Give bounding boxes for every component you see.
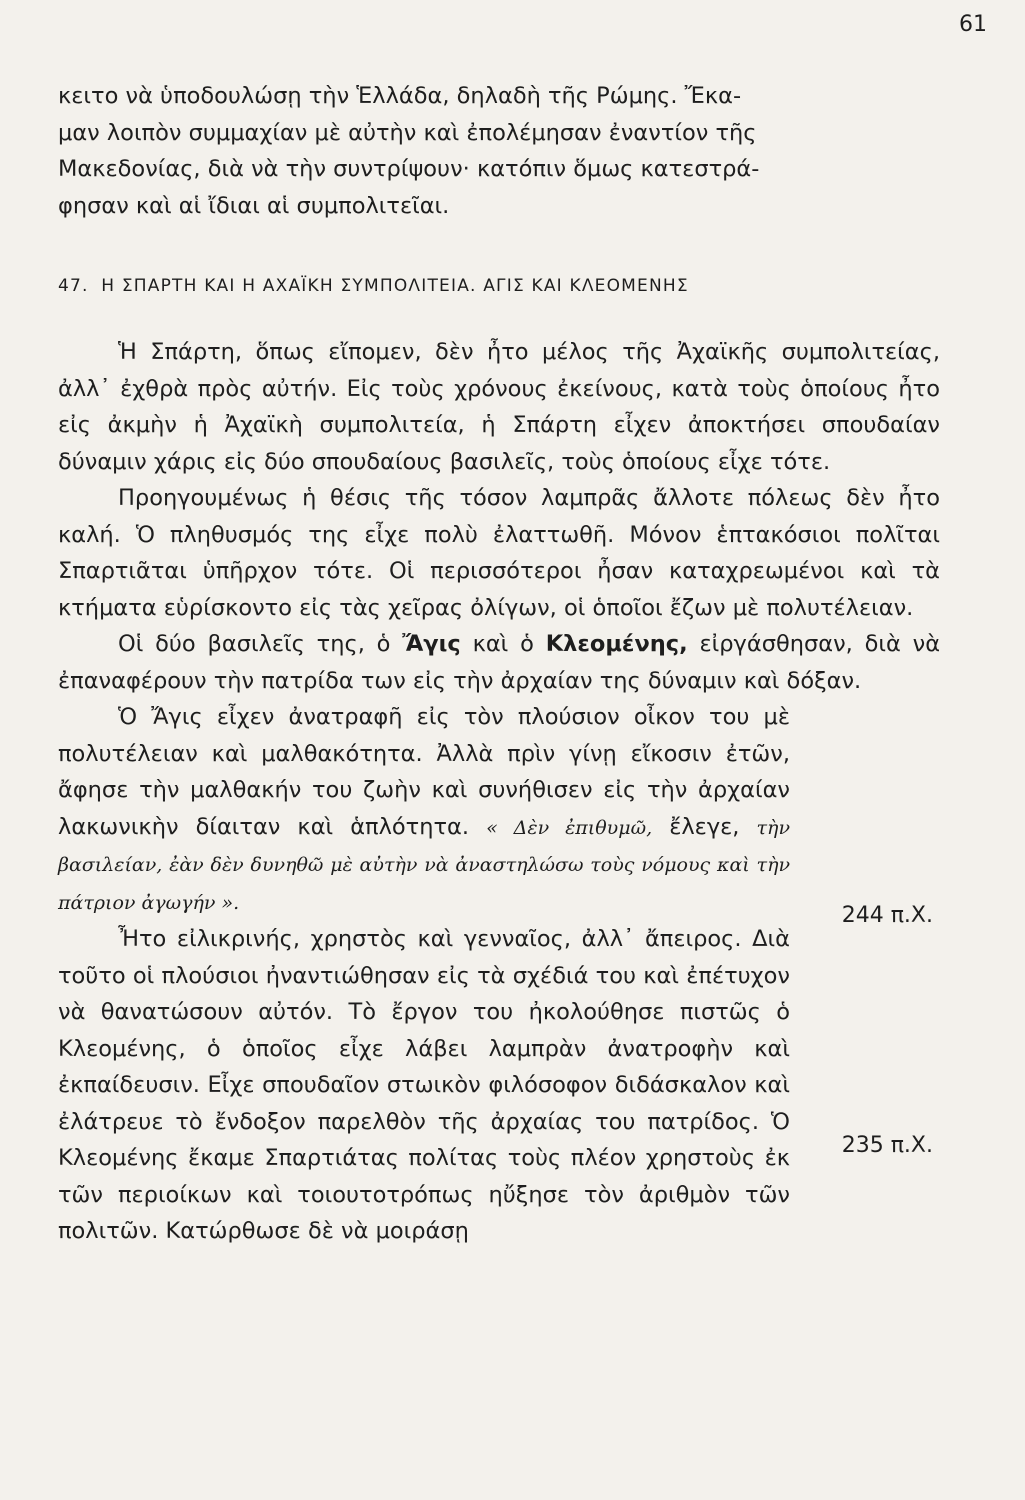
paragraph-agis	[58, 699, 940, 921]
section-number: 47.	[58, 276, 89, 296]
intro-line: φησαν καὶ αἱ ἴδιαι αἱ συμπολιτεῖαι.	[58, 192, 450, 219]
intro-paragraph	[58, 78, 938, 224]
agis-name: Ἄγις	[402, 631, 461, 657]
kings-after: εἰργάσθησαν, διὰ νὰ ἐπαναφέρουν τὴν πατρίδα των εἰς τὴν ἀρχαίαν της δύναμιν καὶ δόξαν.	[58, 631, 941, 694]
body-text	[58, 334, 940, 1250]
paragraph-two-kings	[58, 626, 940, 699]
kleomenis-name: Κλεομένης,	[545, 631, 688, 657]
page-number: 61	[959, 12, 987, 37]
section-heading	[58, 276, 938, 296]
intro-line: Μακεδονίας, διὰ νὰ τὴν συντρίψουν· κατόπιν ὅμως κατεστρά-	[58, 156, 760, 182]
agis-text: Ὁ Ἄγις εἶχεν ἀνατραφῆ εἰς τὸν πλούσιον οἶκον του μὲ πολυτέλειαν καὶ μαλθακότητα. Ἀλλὰ πρὶν γίνῃ εἴκοσιν ἐτῶν, ἄφησε τὴν μαλθακήν του ζωὴν καὶ συνήθισεν εἰς τὴν ἀρχαίαν λακωνικὴν δίαιταν καὶ ἁπλότητα.	[58, 704, 790, 840]
margin-date-kleomenis: 235 π.Χ.	[841, 1133, 933, 1158]
agis-said: ἔλεγε,	[669, 813, 740, 840]
paragraph-kleomenis: Ἦτο εἰλικρινής, χρηστὸς καὶ γενναῖος, ἀλλ᾽ ἄπειρος. Διὰ τοῦτο οἱ πλούσιοι ἠναντιώθησαν εἰς τὰ σχέδιά του καὶ ἐπέτυχον νὰ θανατώσουν αὐτόν. Τὸ ἔργον του ἠκολούθησε πιστῶς ὁ Κλεομένης, ὁ ὁποῖος εἶχε λάβει λαμπρὰν ἀνατροφὴν καὶ ἐκπαίδευσιν. Εἶχε σπουδαῖον στωικὸν φιλόσοφον διδάσκαλον καὶ ἐλάτρευε τὸ ἔνδοξον παρελθὸν τῆς ἀρχαίας του πατρίδος. Ὁ Κλεομένης ἔκαμε Σπαρτιάτας πολίτας τοὺς πλέον χρηστοὺς ἐκ τῶν περιοίκων καὶ τοιουτοτρόπως ηὔξησε τὸν ἀριθμὸν τῶν πολιτῶν. Κατώρθωσε δὲ νὰ μοιράσῃ	[58, 926, 790, 1244]
kings-intro: Οἱ δύο βασιλεῖς της, ὁ	[118, 631, 391, 657]
intro-line: μαν λοιπὸν συμμαχίαν μὲ αὐτὴν καὶ ἐπολέμησαν ἐναντίον τῆς	[58, 119, 757, 146]
agis-quote-end: τὴν βασιλείαν, ἐὰν δὲν δυνηθῶ μὲ αὐτὴν νὰ ἀναστηλώσω τοὺς νόμους καὶ τὴν πάτριον ἀγωγήν ».	[58, 816, 790, 914]
section-title: Η ΣΠΑΡΤΗ ΚΑΙ Η ΑΧΑΪΚΗ ΣΥΜΠΟΛΙΤΕΙΑ. ΑΓΙΣ ΚΑΙ ΚΛΕΟΜΕΝΗΣ	[101, 276, 689, 296]
paragraph-sparta: Ἡ Σπάρτη, ὅπως εἴπομεν, δὲν ἦτο μέλος τῆς Ἀχαϊκῆς συμπολιτείας, ἀλλ᾽ ἐχθρὰ πρὸς αὐτήν. Εἰς τοὺς χρόνους ἐκείνους, κατὰ τοὺς ὁποίους ἦτο εἰς ἀκμὴν ἡ Ἀχαϊκὴ συμπολιτεία, ἡ Σπάρτη εἶχεν ἀποκτήσει σπουδαίαν δύναμιν χάρις εἰς δύο σπουδαίους βασιλεῖς, τοὺς ὁποίους εἶχε τότε.	[58, 339, 940, 475]
margin-date-agis: 244 π.Χ.	[841, 903, 933, 928]
paragraph-city-state: Προηγουμένως ἡ θέσις τῆς τόσον λαμπρᾶς ἄλλοτε πόλεως δὲν ἦτο καλή. Ὁ πληθυσμός της εἶχε πολὺ ἐλαττωθῆ. Μόνον ἑπτακόσιοι πολῖται Σπαρτιᾶται ὑπῆρχον τότε. Οἱ περισσότεροι ἦσαν καταχρεωμένοι καὶ τὰ κτήματα εὑρίσκοντο εἰς τὰς χεῖρας ὀλίγων, οἱ ὁποῖοι ἔζων μὲ πολυτέλειαν.	[58, 485, 940, 621]
intro-line: κειτο νὰ ὑποδουλώσῃ τὴν Ἑλλάδα, δηλαδὴ τῆς Ρώμης. Ἔκα-	[58, 83, 742, 109]
kings-and: καὶ ὁ	[472, 631, 534, 657]
agis-quote-start: « Δὲν ἐπιθυμῶ,	[486, 816, 653, 839]
